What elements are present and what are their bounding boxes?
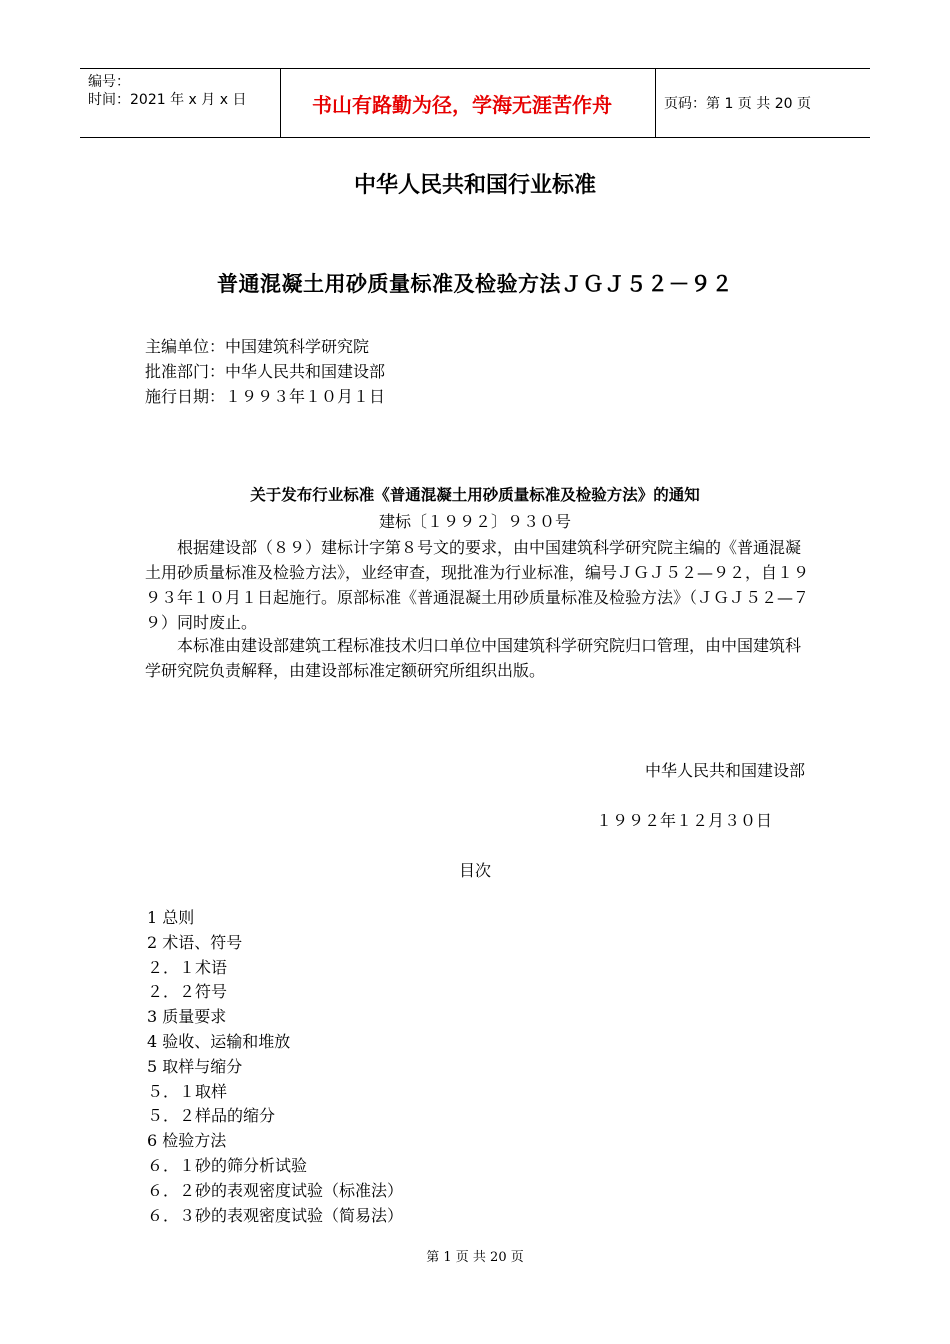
toc-item: ２．２符号 xyxy=(147,982,228,1002)
number-label: 编号： xyxy=(88,74,130,90)
time-label: 时间：2021 年 x 月 x 日 xyxy=(88,92,247,108)
toc-item: 2 术语、符号 xyxy=(147,932,243,952)
toc-item: ５．２样品的缩分 xyxy=(147,1106,276,1126)
meta-approving-dept: 批准部门：中华人民共和国建设部 xyxy=(145,362,386,381)
header-table xyxy=(80,68,870,138)
document-subtitle: 普通混凝土用砂质量标准及检验方法ＪＧＪ５２－９２ xyxy=(217,272,733,296)
notice-title: 关于发布行业标准《普通混凝土用砂质量标准及检验方法》的通知 xyxy=(250,486,700,504)
meta-effective-date: 施行日期：１９９３年１０月１日 xyxy=(145,387,386,406)
meta-block xyxy=(145,334,385,409)
toc-item: 3 质量要求 xyxy=(147,1007,227,1027)
toc-item: 1 总则 xyxy=(147,908,195,927)
toc-title: 目次 xyxy=(458,861,491,880)
toc-item: 5 取样与缩分 xyxy=(147,1056,243,1076)
document-title: 中华人民共和国行业标准 xyxy=(353,173,596,198)
header-left-cell xyxy=(80,69,280,137)
header-motto: 书山有路勤为径，学海无涯苦作舟 xyxy=(280,69,656,137)
toc-item: ６．１砂的筛分析试验 xyxy=(147,1155,308,1175)
toc-item: ６．２砂的表观密度试验（标准法） xyxy=(147,1180,404,1200)
toc-item: 4 验收、运输和堆放 xyxy=(147,1031,291,1051)
header-page-info: 页码：第 1 页 共 20 页 xyxy=(664,96,811,112)
notice-signature: 中华人民共和国建设部 xyxy=(644,761,805,780)
notice-paragraph-2: 本标准由建设部建筑工程标准技术归口单位中国建筑科学研究院归口管理，由中国建筑科学研究院负责解释，由建设部标准定额研究所组织出版。 xyxy=(145,636,802,680)
notice-date: １９９２年１２月３０日 xyxy=(595,811,772,830)
meta-editor-unit: 主编单位：中国建筑科学研究院 xyxy=(145,337,370,356)
page-footer: 第 1 页 共 20 页 xyxy=(426,1250,524,1265)
notice-number: 建标〔１９９２〕９３０号 xyxy=(378,512,571,531)
notice-paragraph-1: 根据建设部（８９）建标计字第８号文的要求，由中国建筑科学研究院主编的《普通混凝土用砂质量标准及检验方法》，业经审查，现批准为行业标准，编号ＪＧＪ５２—９２，自１９９３年１０月１日起施行。原部标准《普通混凝土用砂质量标准及检验方法》（ＪＧＪ５２—７９）同时废止。 xyxy=(145,538,810,632)
toc-item: ２．１术语 xyxy=(147,957,228,977)
toc-item: ６．３砂的表观密度试验（简易法） xyxy=(147,1205,404,1225)
toc-item: ５．１取样 xyxy=(147,1081,228,1101)
toc-list xyxy=(147,906,403,1228)
toc-item: 6 检验方法 xyxy=(147,1131,227,1151)
